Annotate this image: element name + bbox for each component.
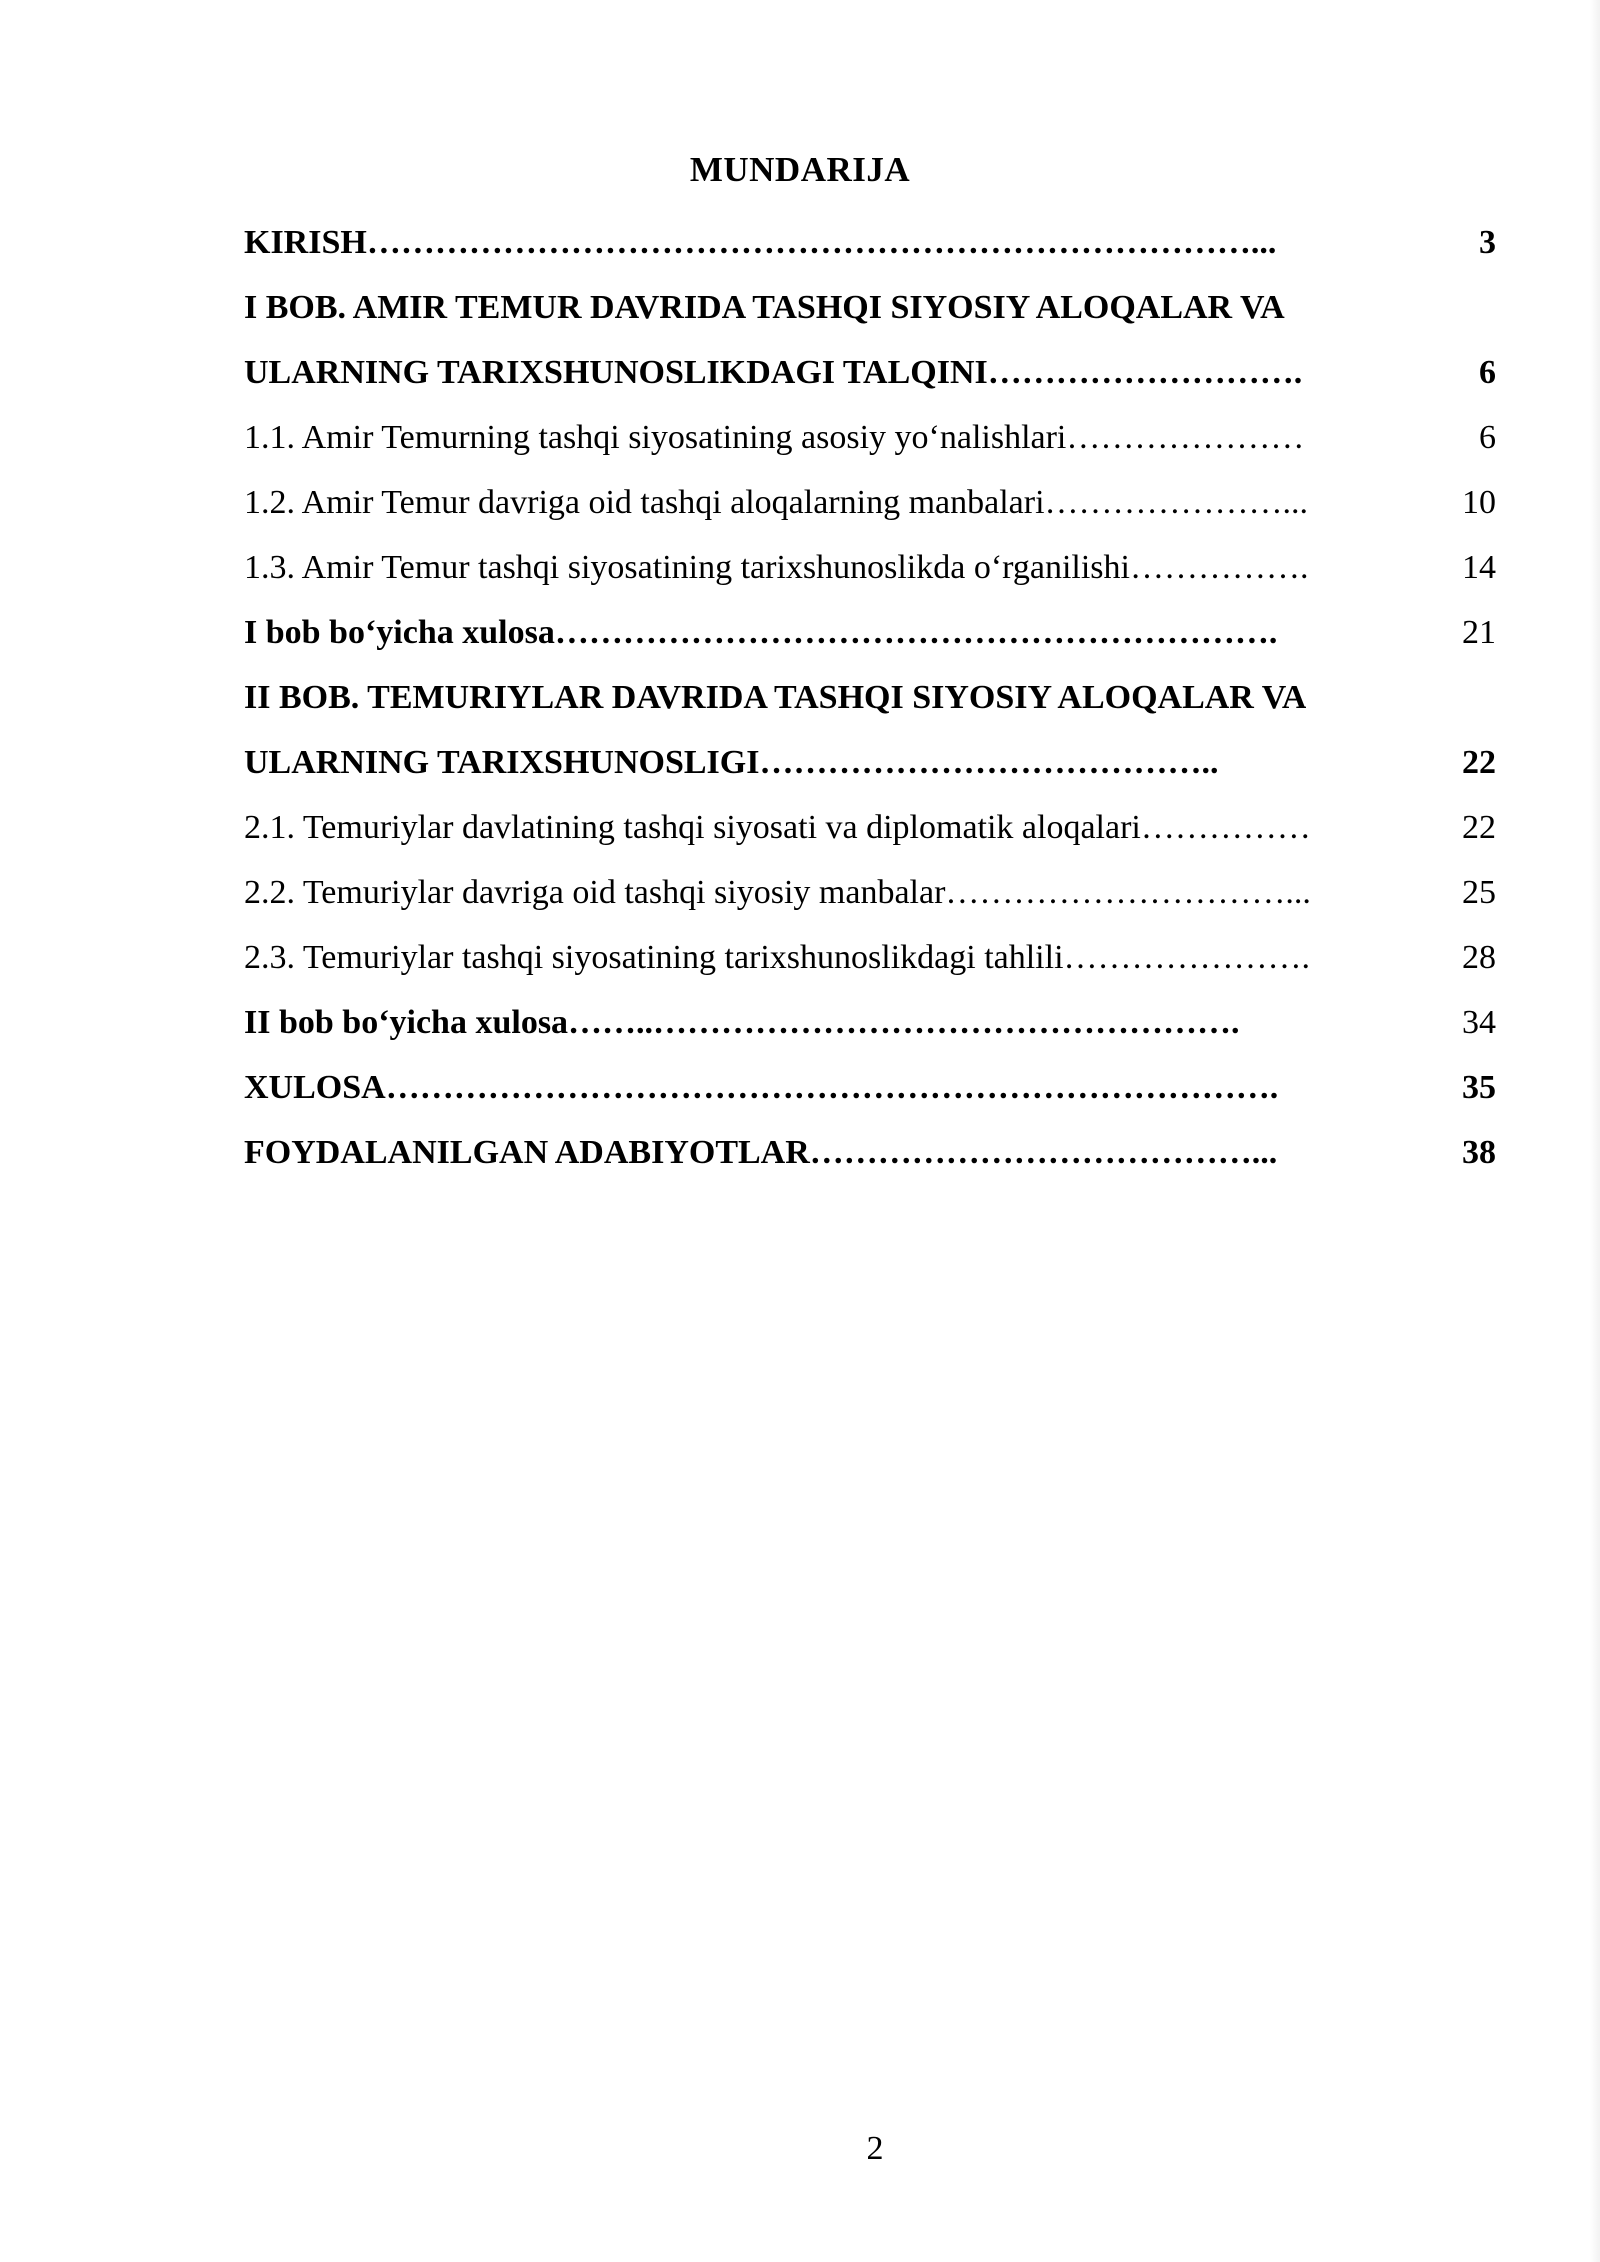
toc-entry-page: 22 [1462, 809, 1496, 846]
toc-entry-xulosa[interactable] [244, 1055, 1496, 1120]
toc-entry-section-2-1[interactable] [244, 795, 1496, 860]
toc-entry-page: 28 [1462, 939, 1496, 976]
toc-entry-text: II bob bo‘yicha xulosa……..……………………………………………. [244, 1004, 1240, 1041]
toc-entry-text: 2.3. Temuriylar tashqi siyosatining tarixshunoslikdagi tahlili…………………. [244, 939, 1311, 976]
toc-entry-bibliography[interactable] [244, 1120, 1496, 1185]
toc-entry-chapter-2-line-1[interactable] [244, 665, 1496, 730]
toc-entry-page: 14 [1462, 549, 1496, 586]
toc-entry-chapter-1-line-2[interactable] [244, 340, 1496, 405]
toc-entry-text: I BOB. AMIR TEMUR DAVRIDA TASHQI SIYOSIY ALOQALAR VA [244, 289, 1285, 326]
toc-entry-page: 22 [1462, 744, 1496, 781]
table-of-contents [244, 210, 1496, 1185]
toc-entry-chapter-2-conclusion[interactable] [244, 990, 1496, 1055]
toc-entry-section-1-3[interactable] [244, 535, 1496, 600]
toc-entry-section-1-1[interactable] [244, 405, 1496, 470]
page-number: 2 [866, 2130, 884, 2167]
toc-entry-page: 3 [1479, 224, 1496, 261]
toc-entry-text: 1.1. Amir Temurning tashqi siyosatining asosiy yo‘nalishlari………………… [244, 419, 1305, 456]
toc-entry-text: ULARNING TARIXSHUNOSLIGI………………………………….. [244, 744, 1219, 781]
toc-entry-text: 1.3. Amir Temur tashqi siyosatining tarixshunoslikda o‘rganilishi……………. [244, 549, 1309, 586]
toc-entry-page: 6 [1479, 419, 1496, 456]
toc-entry-text: KIRISH……………………………………………………………………... [244, 224, 1277, 261]
toc-entry-page: 6 [1479, 354, 1496, 391]
toc-entry-section-2-2[interactable] [244, 860, 1496, 925]
toc-entry-text: XULOSA……………………………………………………………………. [244, 1069, 1279, 1106]
toc-entry-text: I bob bo‘yicha xulosa………………………………………………………. [244, 614, 1278, 651]
toc-entry-section-2-3[interactable] [244, 925, 1496, 990]
toc-title: MUNDARIJA [689, 150, 911, 189]
toc-entry-section-1-2[interactable] [244, 470, 1496, 535]
toc-entry-text: ULARNING TARIXSHUNOSLIKDAGI TALQINI………………………. [244, 354, 1303, 391]
toc-title-wrapper [0, 150, 1600, 190]
toc-entry-page: 21 [1462, 614, 1496, 651]
toc-entry-page: 35 [1462, 1069, 1496, 1106]
toc-entry-text: 1.2. Amir Temur davriga oid tashqi aloqalarning manbalari…………………... [244, 484, 1309, 521]
toc-entry-chapter-1-conclusion[interactable] [244, 600, 1496, 665]
toc-entry-text: 2.2. Temuriylar davriga oid tashqi siyosiy manbalar…………………………... [244, 874, 1311, 911]
toc-entry-page: 38 [1462, 1134, 1496, 1171]
toc-entry-page: 34 [1462, 1004, 1496, 1041]
toc-entry-chapter-1-line-1[interactable] [244, 275, 1496, 340]
toc-entry-page: 25 [1462, 874, 1496, 911]
toc-entry-text: 2.1. Temuriylar davlatining tashqi siyosati va diplomatik aloqalari…………… [244, 809, 1311, 846]
page-edge [1590, 0, 1600, 2262]
toc-entry-chapter-2-line-2[interactable] [244, 730, 1496, 795]
toc-entry-page: 10 [1462, 484, 1496, 521]
toc-entry-text: FOYDALANILGAN ADABIYOTLAR…………………………………... [244, 1134, 1278, 1171]
toc-entry-text: II BOB. TEMURIYLAR DAVRIDA TASHQI SIYOSIY ALOQALAR VA [244, 679, 1307, 716]
toc-entry-kirish[interactable] [244, 210, 1496, 275]
